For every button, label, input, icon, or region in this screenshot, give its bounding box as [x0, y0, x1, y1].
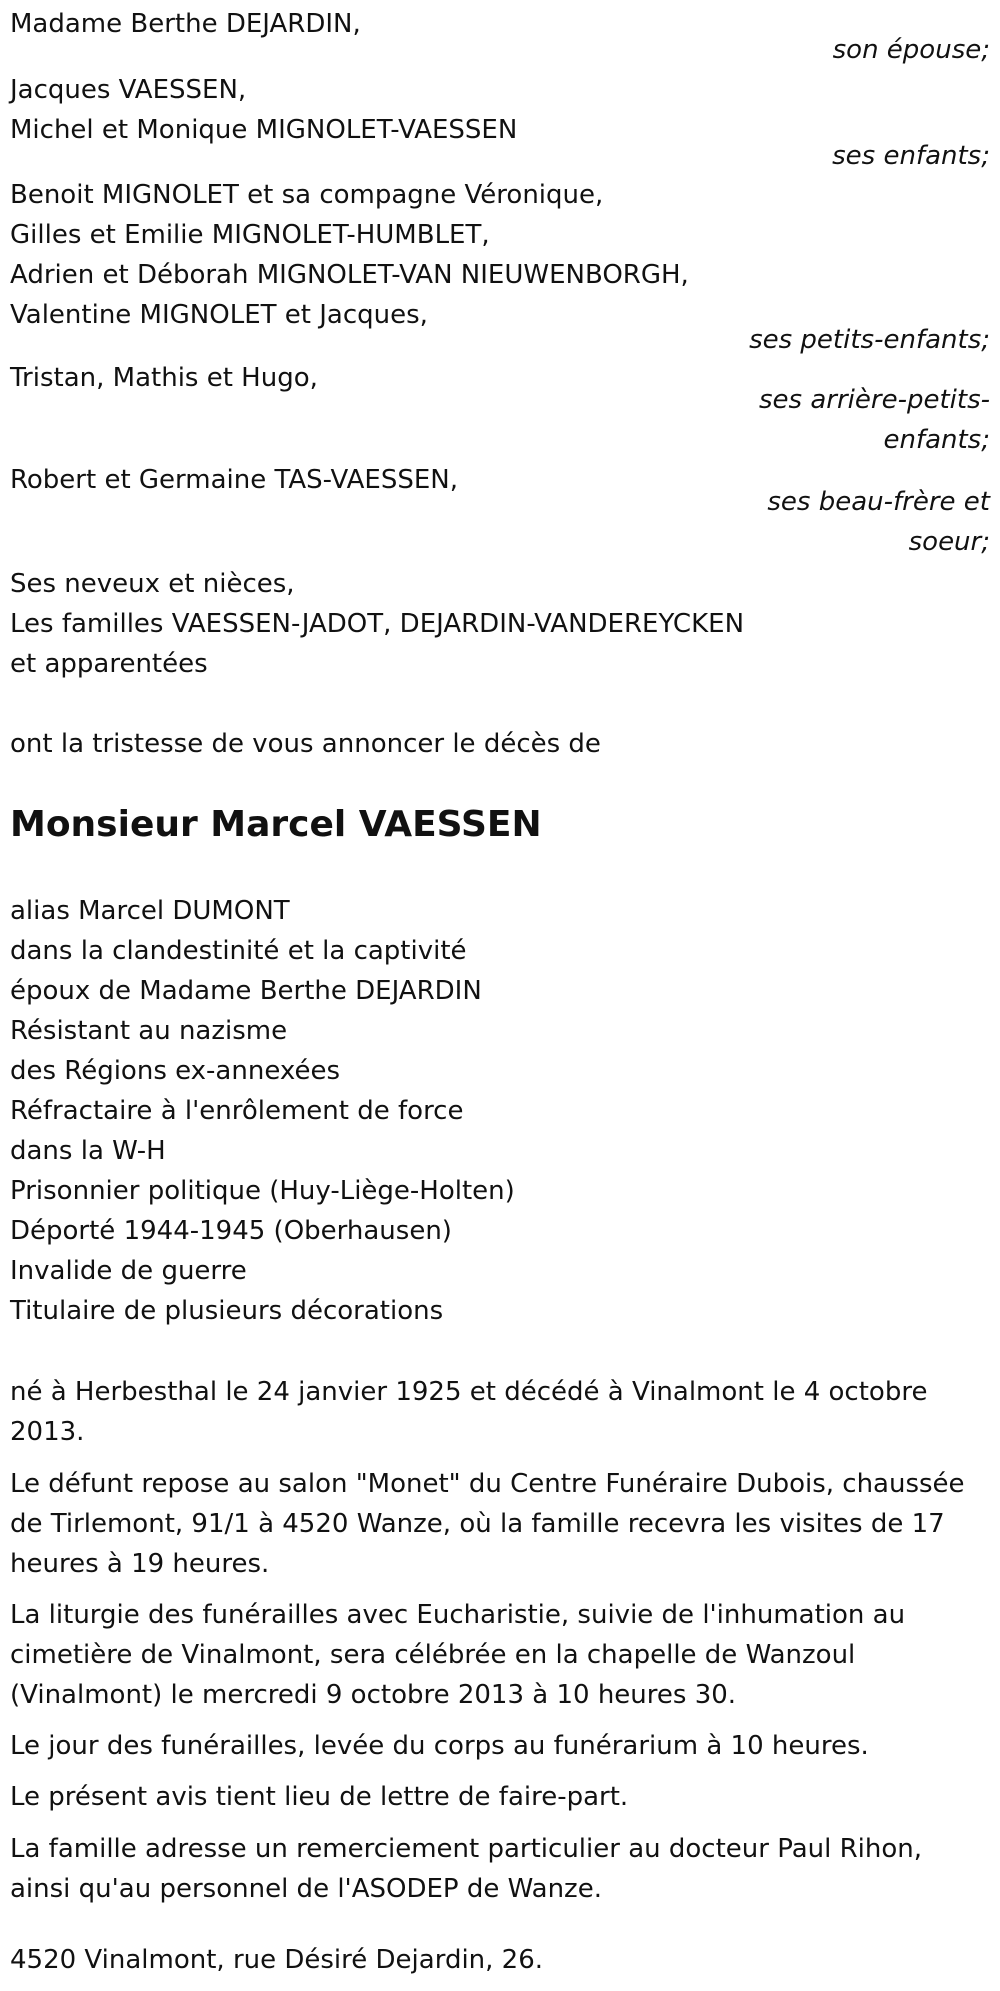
thanks-paragraph: La famille adresse un remerciement particulier au docteur Paul Rihon, ainsi qu'au personnel de l'ASODEP de Wanze. [10, 1834, 923, 1904]
notice-paragraph: Le présent avis tient lieu de lettre de faire-part. [10, 1782, 629, 1812]
in-laws-role-line2: soeur; [908, 527, 990, 557]
children-role: ses enfants; [832, 141, 990, 171]
great-grandchildren-role-line1: ses arrière-petits- [759, 385, 990, 415]
grandchild-name: Adrien et Déborah MIGNOLET-VAN NIEUWENBORGH, [10, 260, 689, 290]
other-relatives: et apparentées [10, 649, 208, 679]
deceased-name: Monsieur Marcel VAESSEN [10, 804, 542, 845]
title-line: alias Marcel DUMONT [10, 896, 290, 926]
visitation-paragraph: Le défunt repose au salon "Monet" du Centre Funéraire Dubois, chaussée de Tirlemont, 91/1 à 4520 Wanze, où la famille recevra les visites de 17 heures à 19 heures. [10, 1469, 965, 1579]
title-line: Titulaire de plusieurs décorations [10, 1296, 444, 1326]
title-line: dans la clandestinité et la captivité [10, 936, 467, 966]
departure-paragraph: Le jour des funérailles, levée du corps au funérarium à 10 heures. [10, 1731, 869, 1761]
spouse-name: Madame Berthe DEJARDIN, [10, 9, 361, 39]
great-grandchildren-role-line2: enfants; [883, 425, 990, 455]
address: 4520 Vinalmont, rue Désiré Dejardin, 26. [10, 1945, 544, 1975]
title-line: époux de Madame Berthe DEJARDIN [10, 976, 482, 1006]
other-relatives: Les familles VAESSEN-JADOT, DEJARDIN-VANDEREYCKEN [10, 609, 745, 639]
great-grandchildren-names: Tristan, Mathis et Hugo, [10, 363, 318, 393]
birth-death-paragraph: né à Herbesthal le 24 janvier 1925 et décédé à Vinalmont le 4 octobre 2013. [10, 1377, 928, 1447]
spouse-role: son épouse; [832, 35, 990, 65]
title-line: dans la W-H [10, 1136, 166, 1166]
title-line: Réfractaire à l'enrôlement de force [10, 1096, 464, 1126]
other-relatives: Ses neveux et nièces, [10, 569, 295, 599]
grandchild-name: Benoit MIGNOLET et sa compagne Véronique, [10, 180, 604, 210]
title-line: Invalide de guerre [10, 1256, 247, 1286]
grandchild-name: Gilles et Emilie MIGNOLET-HUMBLET, [10, 220, 490, 250]
child-name: Jacques VAESSEN, [10, 75, 247, 105]
in-laws-role-line1: ses beau-frère et [767, 487, 990, 517]
child-name: Michel et Monique MIGNOLET-VAESSEN [10, 115, 518, 145]
title-line: Déporté 1944-1945 (Oberhausen) [10, 1216, 452, 1246]
in-laws-names: Robert et Germaine TAS-VAESSEN, [10, 465, 459, 495]
title-line: Prisonnier politique (Huy-Liège-Holten) [10, 1176, 515, 1206]
grandchildren-role: ses petits-enfants; [749, 325, 990, 355]
title-line: Résistant au nazisme [10, 1016, 288, 1046]
title-line: des Régions ex-annexées [10, 1056, 340, 1086]
grandchild-name: Valentine MIGNOLET et Jacques, [10, 300, 428, 330]
announcement-text: ont la tristesse de vous annoncer le décès de [10, 729, 601, 759]
funeral-paragraph: La liturgie des funérailles avec Eucharistie, suivie de l'inhumation au cimetière de Vinalmont, sera célébrée en la chapelle de Wanzoul (Vinalmont) le mercredi 9 octobre 2013 à 10 heures 30. [10, 1600, 906, 1710]
